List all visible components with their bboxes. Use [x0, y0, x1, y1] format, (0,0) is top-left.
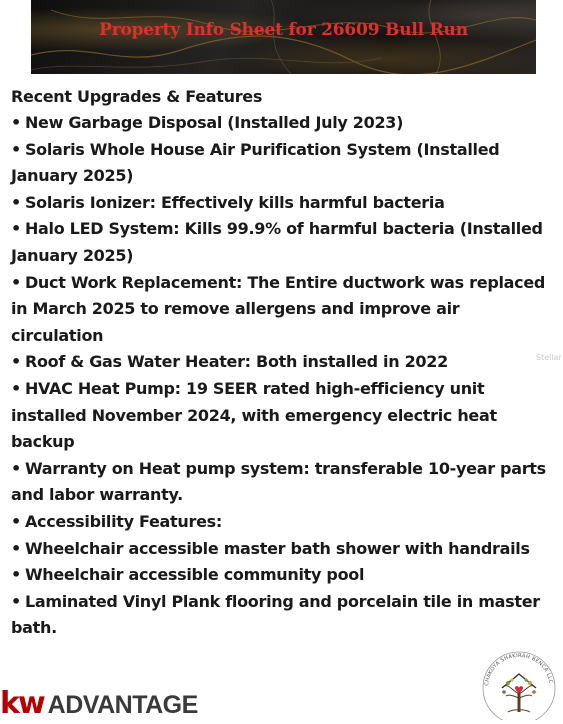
list-item	[11, 456, 556, 509]
bullet-glyph: •	[11, 192, 21, 212]
bullet-glyph: •	[11, 511, 21, 531]
list-item-text: Wheelchair accessible master bath shower with handrails	[24, 538, 530, 558]
title-banner	[31, 0, 536, 74]
svg-text:CHAKOYA SHAKIRAH BENCA LLC: CHAKOYA SHAKIRAH BENCA LLC	[484, 652, 554, 687]
bullet-glyph: •	[11, 352, 21, 372]
stellar-watermark: Stellar	[536, 353, 562, 362]
list-item	[11, 562, 556, 589]
bullet-glyph: •	[11, 378, 21, 398]
list-item-text: New Garbage Disposal (Installed July 2023)	[24, 113, 404, 132]
bullet-glyph: •	[11, 113, 21, 132]
kw-logo-word: ADVANTAGE	[47, 691, 198, 719]
list-item-text: Solaris Whole House Air Purification System (Installed January 2025)	[11, 139, 500, 186]
list-item-text: Halo LED System: Kills 99.9% of harmful bacteria (Installed January 2025)	[11, 219, 543, 265]
list-item	[11, 589, 556, 642]
list-item-text: Roof & Gas Water Heater: Both installed in 2022	[24, 352, 448, 372]
list-item	[11, 216, 556, 269]
list-item-text: Wheelchair accessible community pool	[24, 565, 365, 585]
section-heading: Recent Upgrades & Features	[11, 87, 263, 106]
list-item-text: HVAC Heat Pump: 19 SEER rated high-efficiency unit installed November 2024, with emergency electric heat backup	[11, 378, 497, 452]
list-item	[11, 376, 556, 456]
tree-heart-icon	[478, 644, 560, 720]
bullet-glyph: •	[11, 591, 21, 611]
kw-advantage-logo	[0, 686, 198, 720]
bullet-glyph: •	[11, 458, 21, 478]
list-item	[11, 110, 556, 137]
list-item-text: Laminated Vinyl Plank flooring and porcelain tile in master bath.	[11, 591, 540, 638]
list-item	[11, 536, 556, 563]
feature-list	[11, 110, 556, 642]
list-item	[11, 509, 556, 536]
bullet-glyph: •	[11, 219, 21, 239]
list-item-text: Solaris Ionizer: Effectively kills harmful bacteria	[24, 192, 445, 212]
list-item-text: Warranty on Heat pump system: transferable 10-year parts and labor warranty.	[11, 458, 546, 505]
bullet-glyph: •	[11, 139, 21, 159]
realtor-seal-logo	[478, 644, 560, 720]
list-item	[11, 270, 556, 350]
list-item-text: Duct Work Replacement: The Entire ductwork was replaced in March 2025 to remove allergens and improve air circulation	[11, 272, 546, 345]
list-item	[11, 349, 556, 376]
page-title: Property Info Sheet for 26609 Bull Run	[99, 20, 468, 40]
bullet-glyph: •	[11, 538, 21, 558]
list-item-text: Accessibility Features:	[24, 511, 222, 531]
list-item	[11, 137, 556, 190]
bullet-glyph: •	[11, 272, 21, 292]
list-item	[11, 190, 556, 217]
info-sheet-body	[11, 84, 556, 642]
bullet-glyph: •	[11, 565, 21, 585]
kw-logo-mark: kw	[0, 686, 44, 721]
